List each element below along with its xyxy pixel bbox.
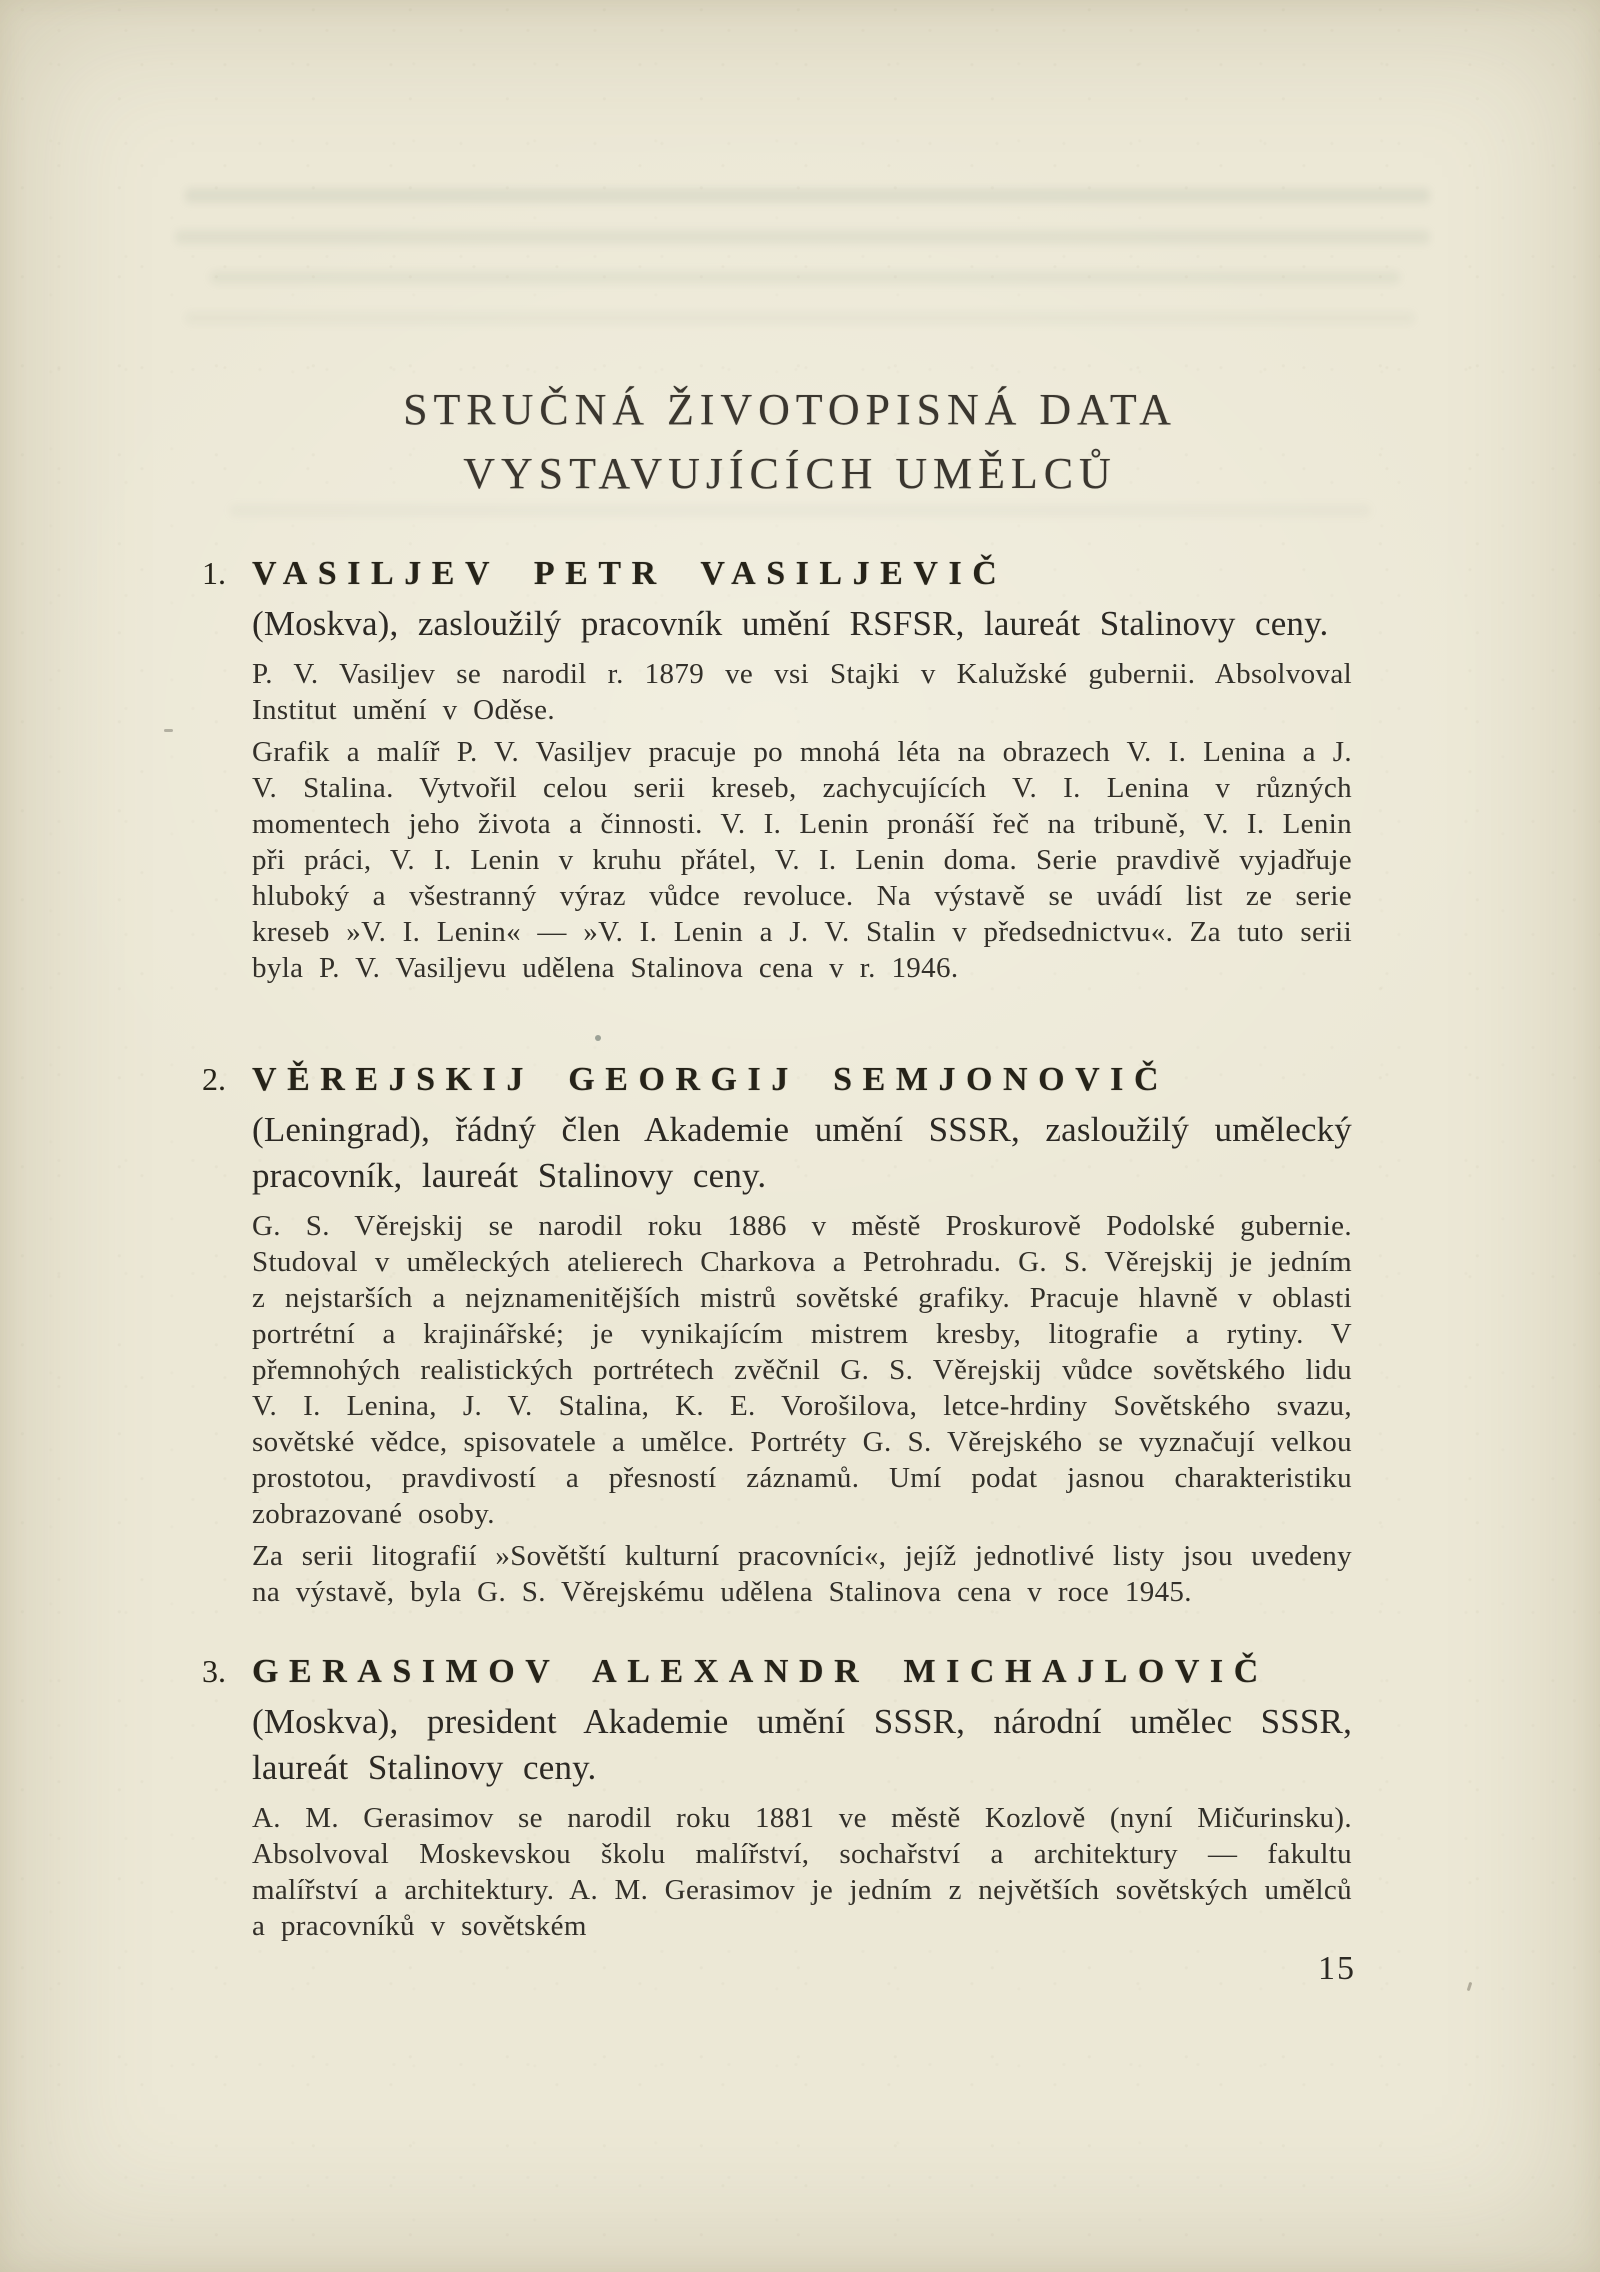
entry-paragraphs [252, 656, 1352, 986]
artist-name: VASILJEV PETR VASILJEVIČ [252, 555, 1008, 592]
artist-subtitle: (Moskva), zasloužilý pracovník umění RSFSR, laureát Stalinovy ceny. [252, 604, 1329, 643]
entry-number: 1. [202, 555, 226, 591]
artist-name: VĚREJSKIJ GEORGIJ SEMJONOVIČ [252, 1061, 1170, 1098]
biography-paragraph: P. V. Vasiljev se narodil r. 1879 ve vsi Stajki v Kalužské gubernii. Absolvoval Institut umění v Oděse. [252, 658, 1352, 726]
entry-number: 2. [202, 1061, 226, 1097]
page-title-line2: VYSTAVUJÍCÍCH UMĚLCŮ [463, 449, 1117, 498]
entry-number: 3. [202, 1653, 226, 1689]
artist-name: GERASIMOV ALEXANDR MICHAJLOVIČ [252, 1653, 1269, 1690]
artist-entry [202, 1058, 1352, 1610]
entry-paragraphs [252, 1800, 1352, 1944]
artist-subtitle: (Leningrad), řádný člen Akademie umění SSSR, zasloužilý umělecký pracovník, laureát Stalinovy ceny. [252, 1110, 1352, 1195]
artist-entry [202, 552, 1352, 986]
entry-paragraphs [252, 1208, 1352, 1610]
biography-paragraph: G. S. Věrejskij se narodil roku 1886 v městě Proskurově Podolské gubernie. Studoval v uměleckých atelierech Charkova a Petrohradu. G. S. Věrejskij je jedním z nejstarších a nejznamenitějších mistrů sovětské grafiky. Pracuje hlavně v oblasti portrétní a krajinářské; je vynikajícím mistrem kresby, litografie a rytiny. V přemnohých realistických portrétech zvěčnil G. S. Věrejskij vůdce sovětského lidu V. I. Lenina, J. V. Stalina, K. E. Vorošilova, letce-hrdiny Sovětského svazu, sovětské vědce, spisovatele a umělce. Portréty G. S. Věrejského se vyznačují velkou prostotou, pravdivostí a přesností záznamů. Umí podat jasnou charakteristiku zobrazované osoby. [252, 1210, 1352, 1530]
biography-paragraph: Grafik a malíř P. V. Vasiljev pracuje po mnohá léta na obrazech V. I. Lenina a J. V. Stalina. Vytvořil celou serii kreseb, zachycujících V. I. Lenina v různých momentech jeho života a činnosti. V. I. Lenin pronáší řeč na tribuně, V. I. Lenin při práci, V. I. Lenin v kruhu přátel, V. I. Lenin doma. Serie pravdivě vyjadřuje hluboký a všestranný výraz vůdce revoluce. Na výstavě se uvádí list ze serie kreseb »V. I. Lenin« — »V. I. Lenin a J. V. Stalin v předsednictvu«. Za tuto serii byla P. V. Vasiljevu udělena Stalinova cena v r. 1946. [252, 736, 1352, 984]
artist-entry [202, 1650, 1352, 1944]
biography-paragraph: Za serii litografií »Sovětští kulturní pracovníci«, jejíž jednotlivé listy jsou uvedeny na výstavě, byla G. S. Věrejskému udělena Stalinova cena v roce 1945. [252, 1540, 1352, 1608]
biography-paragraph: A. M. Gerasimov se narodil roku 1881 ve městě Kozlově (nyní Mičurinsku). Absolvoval Moskevskou školu malířství, sochařství a architektury — fakultu malířství a architektury. A. M. Gerasimov je jedním z největších sovětských umělců a pracovníků v sovětském [252, 1802, 1352, 1942]
page-number: 15 [1318, 1950, 1356, 1987]
page-title-line1: STRUČNÁ ŽIVOTOPISNÁ DATA [403, 385, 1177, 434]
artist-subtitle: (Moskva), president Akademie umění SSSR, národní umělec SSSR, laureát Stalinovy ceny. [252, 1702, 1352, 1787]
